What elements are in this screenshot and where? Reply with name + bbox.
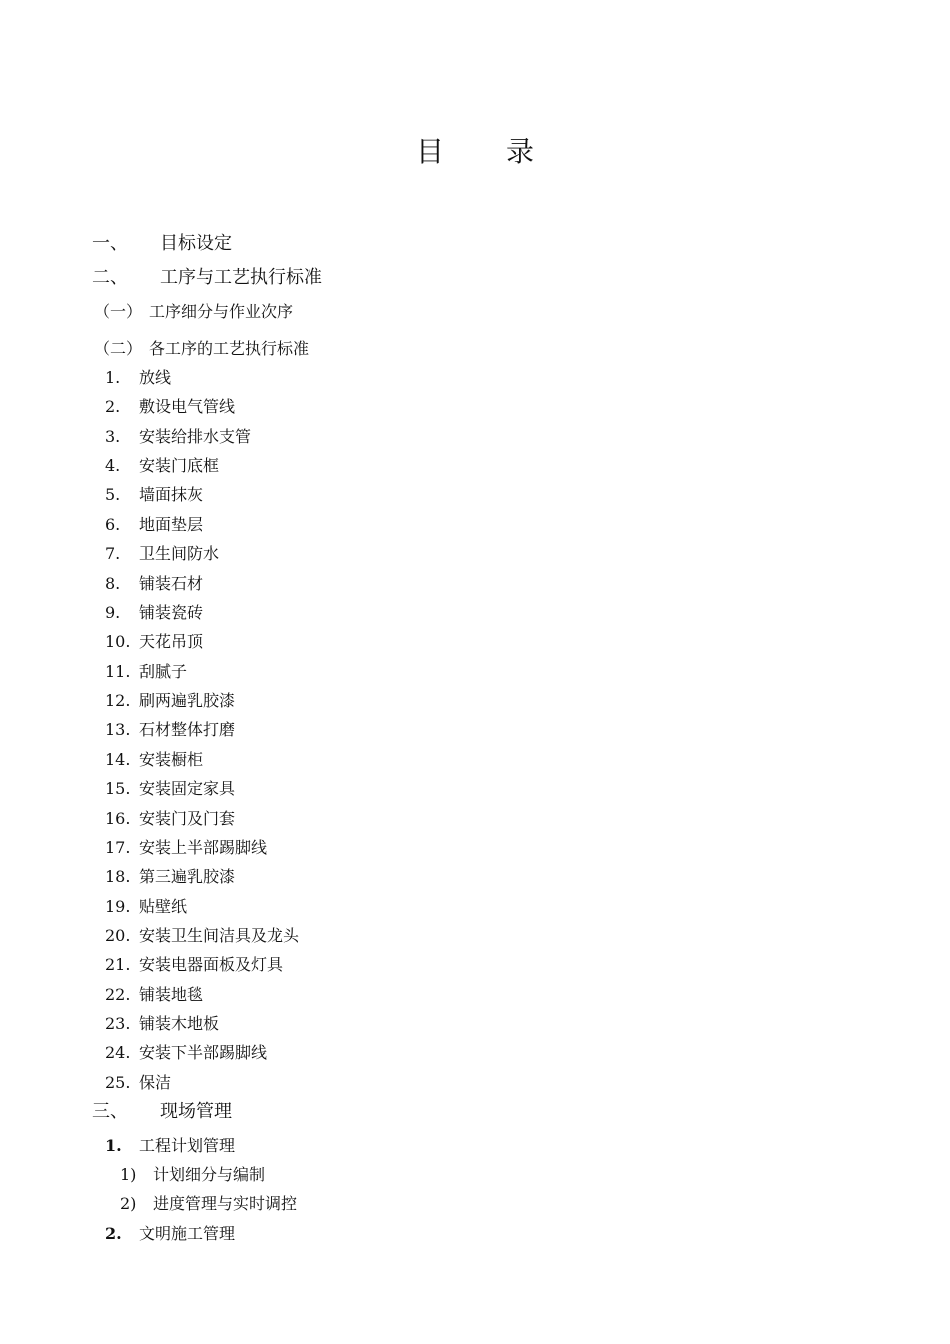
section-number: 二、 — [92, 267, 128, 288]
item-number: 16. — [105, 809, 131, 828]
subsection-number: （一） — [94, 302, 143, 321]
subitem-number: 2) — [120, 1194, 137, 1213]
item-label: 文明施工管理 — [139, 1224, 236, 1243]
item-number: 7. — [105, 544, 121, 563]
item-label: 安装电器面板及灯具 — [139, 955, 284, 974]
subsection-label: 工序细分与作业次序 — [149, 302, 294, 321]
item-label: 安装下半部踢脚线 — [139, 1043, 268, 1062]
item-number: 15. — [105, 779, 131, 798]
item-number: 20. — [105, 926, 131, 945]
item-label: 墙面抹灰 — [139, 485, 204, 504]
subitem-number: 1) — [120, 1165, 137, 1184]
item-number: 13. — [105, 720, 131, 739]
item-label: 放线 — [139, 368, 172, 387]
item-label: 安装给排水支管 — [139, 427, 252, 446]
item-number: 23. — [105, 1014, 131, 1033]
item-number: 1. — [105, 368, 121, 387]
item-number: 2. — [105, 397, 121, 416]
title-char-2: 录 — [506, 135, 535, 168]
item-label: 铺装瓷砖 — [139, 603, 204, 622]
item-number: 24. — [105, 1043, 131, 1062]
item-label: 石材整体打磨 — [139, 720, 236, 739]
section-label: 现场管理 — [160, 1101, 232, 1122]
item-number: 18. — [105, 867, 131, 886]
item-label: 安装橱柜 — [139, 750, 204, 769]
item-number: 10. — [105, 632, 131, 651]
item-label: 天花吊顶 — [139, 632, 204, 651]
item-label: 地面垫层 — [139, 515, 204, 534]
item-number: 19. — [105, 897, 131, 916]
item-label: 工程计划管理 — [139, 1136, 236, 1155]
subitem-label: 计划细分与编制 — [153, 1165, 266, 1184]
title-char-1: 目 — [415, 135, 444, 168]
item-label: 刷两遍乳胶漆 — [139, 691, 236, 710]
item-label: 安装门及门套 — [139, 809, 236, 828]
item-number: 2. — [105, 1224, 122, 1243]
toc-title — [0, 130, 950, 170]
item-label: 贴壁纸 — [139, 897, 188, 916]
item-number: 11. — [105, 662, 131, 681]
item-number: 9. — [105, 603, 121, 622]
item-label: 刮腻子 — [139, 662, 188, 681]
item-number: 12. — [105, 691, 131, 710]
item-label: 铺装石材 — [139, 574, 204, 593]
section-label: 工序与工艺执行标准 — [160, 267, 322, 288]
item-label: 铺装地毯 — [139, 985, 204, 1004]
item-number: 1. — [105, 1136, 122, 1155]
item-number: 6. — [105, 515, 121, 534]
item-number: 5. — [105, 485, 121, 504]
item-label: 安装固定家具 — [139, 779, 236, 798]
item-label: 敷设电气管线 — [139, 397, 236, 416]
item-number: 25. — [105, 1073, 131, 1092]
item-number: 14. — [105, 750, 131, 769]
section-number: 一、 — [92, 233, 128, 254]
item-label: 保洁 — [139, 1073, 172, 1092]
section-number: 三、 — [92, 1101, 128, 1122]
subsection-label: 各工序的工艺执行标准 — [149, 339, 310, 358]
item-label: 安装卫生间洁具及龙头 — [139, 926, 300, 945]
item-number: 22. — [105, 985, 131, 1004]
item-label: 铺装木地板 — [139, 1014, 220, 1033]
subsection-number: （二） — [94, 339, 143, 358]
item-label: 安装门底框 — [139, 456, 220, 475]
item-number: 21. — [105, 955, 131, 974]
subitem-label: 进度管理与实时调控 — [153, 1194, 298, 1213]
item-label: 第三遍乳胶漆 — [139, 867, 236, 886]
item-label: 卫生间防水 — [139, 544, 220, 563]
section-label: 目标设定 — [160, 233, 232, 254]
item-number: 3. — [105, 427, 121, 446]
item-number: 17. — [105, 838, 131, 857]
item-label: 安装上半部踢脚线 — [139, 838, 268, 857]
item-number: 4. — [105, 456, 121, 475]
item-number: 8. — [105, 574, 121, 593]
